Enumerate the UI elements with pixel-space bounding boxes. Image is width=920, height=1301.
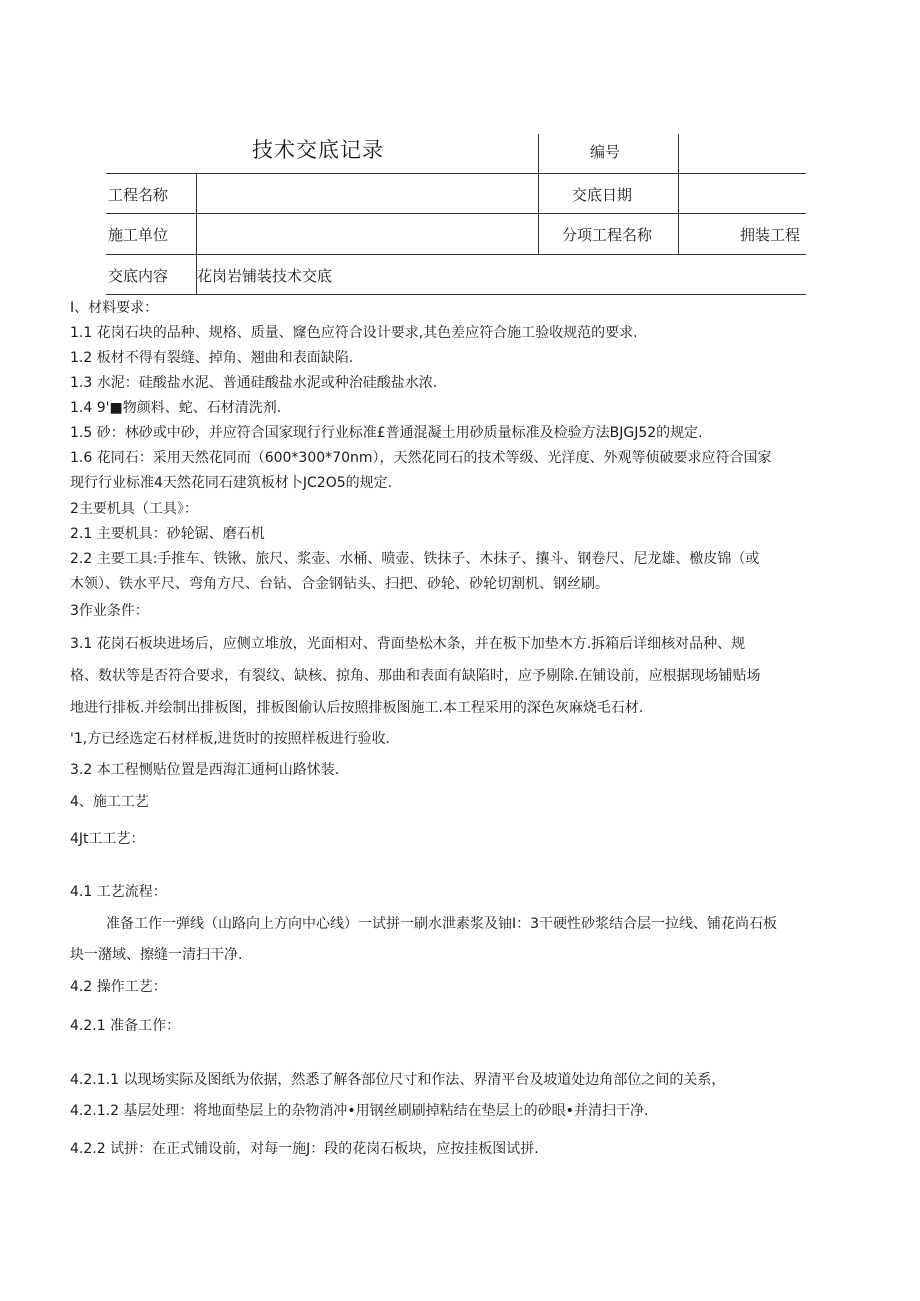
text-line: 4Jt工工艺： [70,831,145,847]
text-line: 1.2 板材不得有裂缝、掉角、翘曲和表面缺陷. [70,350,354,366]
text-line: 2.2 主要工具:手推车、铁锹、旅尺、浆壶、水桶、喷壶、铁抹子、木抹子、攘斗、钢卷尺、尼龙雄、檄皮锦（或 [70,551,760,567]
text-line: 1.6 花同石：采用天然花同而（600*300*70nm），天然花同石的技术等级、光洋度、外观等侦破要求应符合国家 [70,450,772,466]
rule [106,173,806,174]
record-header-table [106,134,806,296]
text-line: 4.2.1.1 以现场实际及图纸为依据，然悉了解各部位尺寸和作法、界清平台及坡道处边角部位之间的关系， [70,1072,726,1088]
text-line: 4.2 操作工艺： [70,979,167,995]
content-value: 花岗岩铺装技术交底 [197,267,333,285]
text-line: 准备工作一弹线（山路向上方向中心线）一试拼一刷水泄素浆及铀I：3干硬性砂浆结合层一拉线、铺花尚石板 [106,916,778,932]
number-label: 编号 [590,143,621,161]
text-line: 4.1 工艺流程： [70,884,167,900]
text-line: 2.1 主要机具：砂轮锯、磨石机 [70,526,265,542]
content-label: 交底内容 [108,267,169,285]
text-line: 2主要机具（工具》： [70,501,198,517]
text-line: 格、数状等是否符合要求，有裂纹、缺核、掠角、那曲和表面有缺陷时，应予剔除.在铺设前，应根据现场铺贴场 [70,668,761,684]
text-line: 4.2.1 准备工作： [70,1018,181,1034]
rule [538,134,539,255]
text-line: 4、施工工艺 [70,794,149,810]
text-line: 块一潴域、擦缝一清扫干净. [70,947,243,963]
text-line: 1.4 9'■物颜料、蛇、石材清洗剂. [70,400,282,416]
rule [678,134,679,255]
rule [106,254,806,255]
rule [106,294,806,295]
text-line: I、材料要求： [70,300,159,316]
project-name-label: 工程名称 [108,186,169,204]
text-line: 4.2.2 试拼：在正式铺设前，对每一施J：段的花岗石板块，应按挂板图试拼. [70,1141,539,1157]
sub-project-value: 拥装工程 [740,226,801,244]
text-line: 1.1 花岗石块的品种、规格、质量、窿色应符合设计要求,其色差应符合施工验收规范的要求. [70,325,638,341]
date-label: 交底日期 [572,186,633,204]
text-line: 地进行排板.并绘制出排板图，排板图偷认后按照排板图施工.本工程采用的深色灰麻烧毛石材. [70,700,644,716]
text-line: 现行行业标准4天然花同石建筑板材卜JC2O5的规定. [70,475,393,491]
text-line: 3.2 本工程恻贴位置是西海汇通柯山路怵装. [70,762,340,778]
text-line: 木领）、铁水平尺、弯角方尺、台钻、合金钢钻头、扫把、砂轮、砂轮切割机、钢丝刷。 [70,576,609,592]
text-line: '1,方已经选定石材样板,进货时的按照样板进行验收. [70,731,391,747]
text-line: 3.1 花岗石板块进场后，应侧立堆放，光面相对、背面垫松木条，并在板下加垫木方.拆箱后详细核对品种、规 [70,636,746,652]
text-line: 1.3 水泥：硅酸盐水泥、普通硅酸盐水泥或种治硅酸盐水浓. [70,375,438,391]
record-title: 技术交底记录 [252,138,384,162]
unit-label: 施工单位 [108,226,169,244]
text-line: 3作业条件： [70,603,149,619]
sub-project-label: 分项工程名称 [562,226,653,244]
text-line: 4.2.1.2 基层处理：将地面垫层上的杂物消冲•用钢丝刷刷掉粘结在垫层上的砂眼•并清扫干净. [70,1103,649,1119]
text-line: 1.5 砂：林砂或中砂，并应符合国家现行行业标准£普通混凝土用砂质量标准及检验方法BJGJ52的规定. [70,425,703,441]
rule [106,213,806,214]
